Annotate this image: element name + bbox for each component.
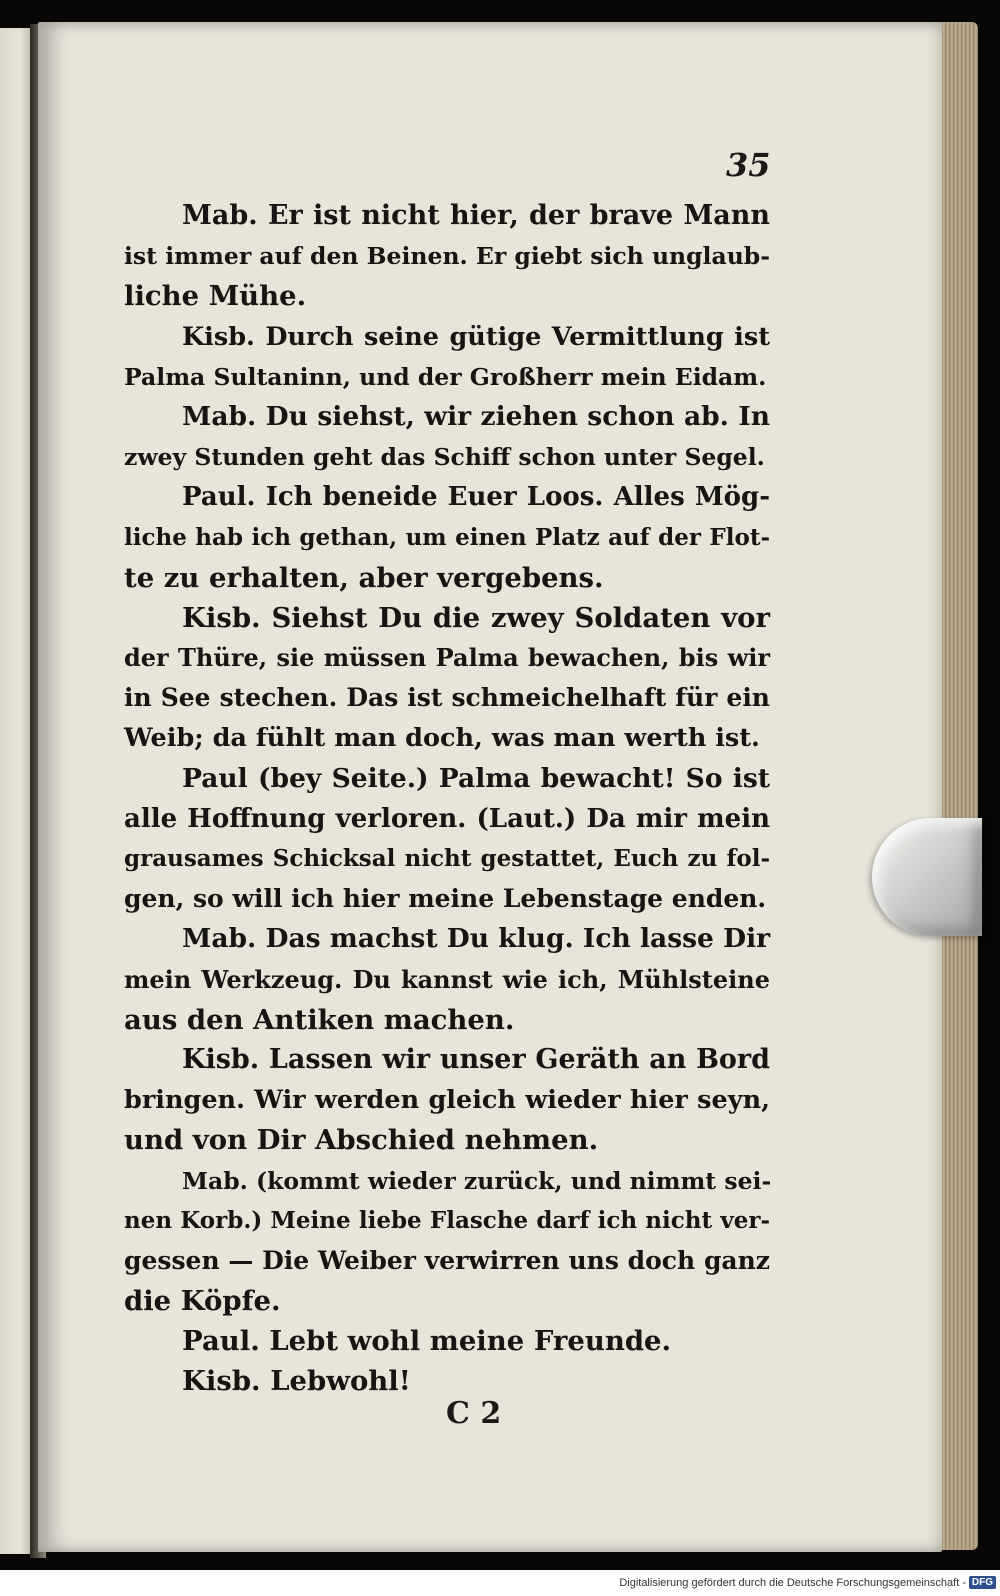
text-line: Mab. Er ist nicht hier, der brave Mann <box>182 200 770 231</box>
printer-signature: C 2 <box>446 1396 502 1431</box>
text-line: Kisb. Lebwohl! <box>182 1365 411 1398</box>
page-text <box>124 196 770 1402</box>
text-line: Palma Sultaninn, und der Großherr mein Eidam. <box>124 362 767 391</box>
text-line: bringen. Wir werden gleich wieder hier seyn, <box>124 1085 770 1116</box>
text-line: grausames Schicksal nicht gestattet, Euch zu fol- <box>124 845 770 872</box>
text-line: gen, so will ich hier meine Lebenstage enden. <box>124 884 767 914</box>
text-line: zwey Stunden geht das Schiff schon unter Segel. <box>124 443 765 472</box>
text-line: ist immer auf den Beinen. Er giebt sich unglaub- <box>124 242 770 271</box>
text-line: aus den Antiken machen. <box>124 1003 515 1036</box>
text-line: Paul (bey Seite.) Palma bewacht! So ist <box>182 762 770 794</box>
text-line: Kisb. Siehst Du die zwey Soldaten vor <box>182 601 770 634</box>
text-line: Kisb. Durch seine gütige Vermittlung ist <box>182 321 770 352</box>
text-line: mein Werkzeug. Du kannst wie ich, Mühlsteine <box>124 964 770 994</box>
text-line: liche hab ich gethan, um einen Platz auf der Flot- <box>124 523 770 551</box>
text-line: Mab. (kommt wieder zurück, und nimmt sei- <box>182 1166 772 1195</box>
glass-page-clip <box>872 818 982 936</box>
text-line: der Thüre, sie müssen Palma bewachen, bis wir <box>124 643 770 673</box>
text-line: Mab. Du siehst, wir ziehen schon ab. In <box>182 400 770 432</box>
text-line: in See stechen. Das ist schmeichelhaft für ein <box>124 683 770 713</box>
footer-bar <box>0 1570 1000 1596</box>
page-number: 35 <box>726 146 771 184</box>
text-line: Weib; da fühlt man doch, was man werth ist. <box>124 723 760 754</box>
text-line: gessen — Die Weiber verwirren uns doch ganz <box>124 1245 770 1275</box>
text-line: Kisb. Lassen wir unser Geräth an Bord <box>182 1043 770 1075</box>
left-page-edge <box>0 28 34 1554</box>
text-line: und von Dir Abschied nehmen. <box>124 1124 599 1157</box>
dfg-logo[interactable]: DFG <box>969 1576 996 1589</box>
text-line: te zu erhalten, aber vergebens. <box>124 561 604 594</box>
text-line: liche Mühe. <box>124 280 307 313</box>
text-line: die Köpfe. <box>124 1285 281 1318</box>
text-line: Paul. Lebt wohl meine Freunde. <box>182 1325 672 1358</box>
text-line: alle Hoffnung verloren. (Laut.) Da mir mein <box>124 803 770 834</box>
footer-credit[interactable]: Digitalisierung gefördert durch die Deutsche Forschungsgemeinschaft - <box>619 1577 966 1589</box>
text-line: nen Korb.) Meine liebe Flasche darf ich nicht ver- <box>124 1206 770 1234</box>
text-line: Mab. Das machst Du klug. Ich lasse Dir <box>182 923 771 955</box>
text-line: Paul. Ich beneide Euer Loos. Alles Mög- <box>182 482 770 513</box>
